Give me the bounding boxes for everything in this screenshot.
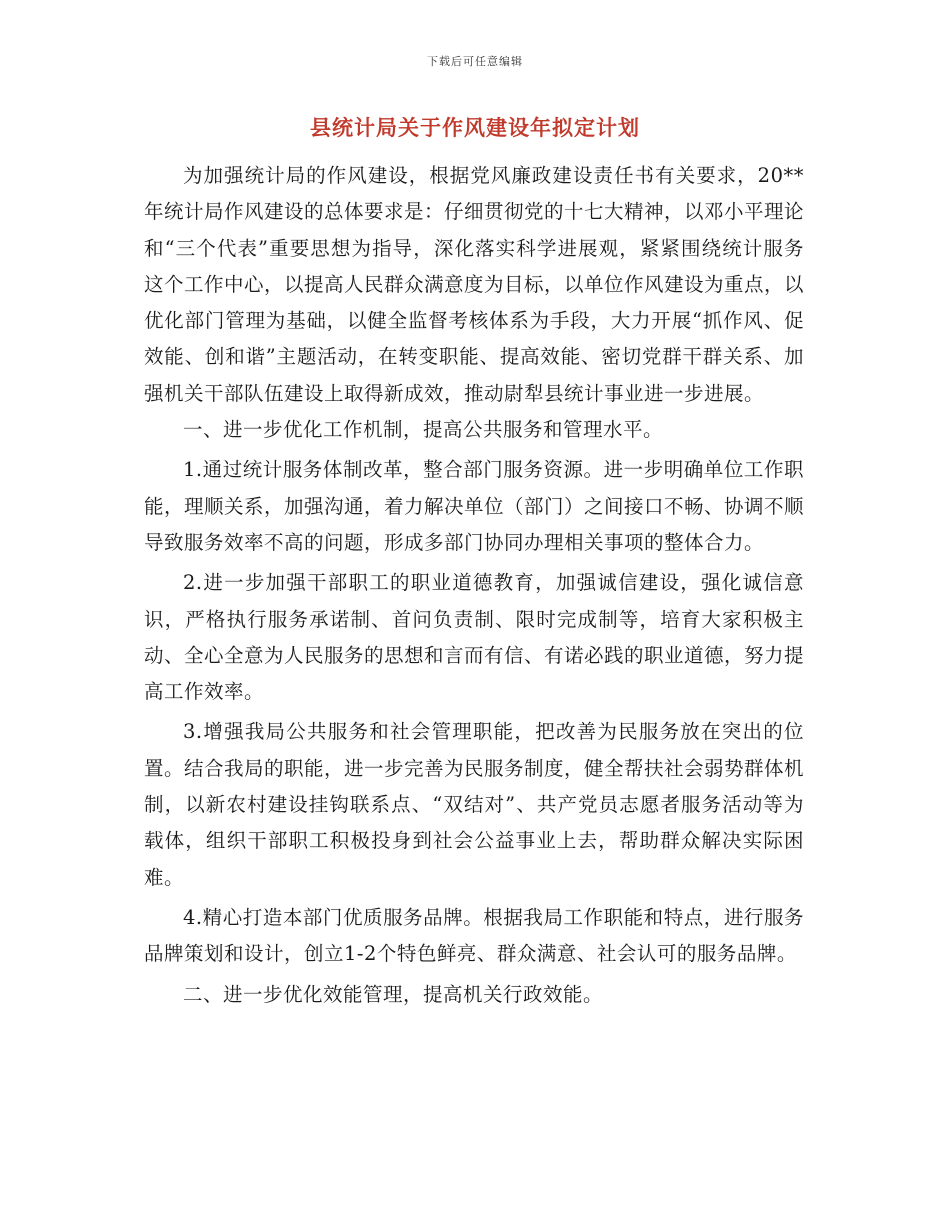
paragraph-intro: 为加强统计局的作风建设，根据党风廉政建设责任书有关要求，20**年统计局作风建设的总体要求是：仔细贯彻党的十七大精神，以邓小平理论和“三个代表”重要思想为指导，深化落实科学进展观，紧紧围绕统计服务这个工作中心，以提高人民群众满意度为目标，以单位作风建设为重点，以优化部门管理为基础，以健全监督考核体系为手段，大力开展“抓作风、促效能、创和谐”主题活动，在转变职能、提高效能、密切党群干群关系、加强机关干部队伍建设上取得新成效，推动尉犁县统计事业进一步进展。 bbox=[144, 164, 805, 405]
header-note: 下载后可任意编辑 bbox=[427, 55, 523, 68]
paragraph-item-4: 4.精心打造本部门优质服务品牌。根据我局工作职能和特点，进行服务品牌策划和设计，创立1-2个特色鲜亮、群众满意、社会认可的服务品牌。 bbox=[144, 905, 804, 966]
paragraph-item-1: 1.通过统计服务体制改革，整合部门服务资源。进一步明确单位工作职能，理顺关系，加强沟通，着力解决单位（部门）之间接口不畅、协调不顺导致服务效率不高的问题，形成多部门协同办理相关事项的整体合力。 bbox=[144, 458, 805, 554]
document-title: 县统计局关于作风建设年拟定计划 bbox=[310, 115, 640, 140]
paragraph-item-2: 2.进一步加强干部职工的职业道德教育，加强诚信建设，强化诚信意识，严格执行服务承诺制、首问负责制、限时完成制等，培育大家积极主动、全心全意为人民服务的思想和言而有信、有诺必践的职业道德，努力提高工作效率。 bbox=[144, 571, 805, 704]
section-heading-1: 一、进一步优化工作机制，提高公共服务和管理水平。 bbox=[183, 418, 664, 442]
document-body bbox=[144, 158, 804, 1013]
paragraph-item-3: 3.增强我局公共服务和社会管理职能，把改善为民服务放在突出的位置。结合我局的职能，进一步完善为民服务制度，健全帮扶社会弱势群体机制，以新农村建设挂钩联系点、“双结对”、共产党员志愿者服务活动等为载体，组织干部职工积极投身到社会公益事业上去，帮助群众解决实际困难。 bbox=[144, 720, 805, 889]
section-heading-2: 二、进一步优化效能管理，提高机关行政效能。 bbox=[183, 982, 604, 1006]
